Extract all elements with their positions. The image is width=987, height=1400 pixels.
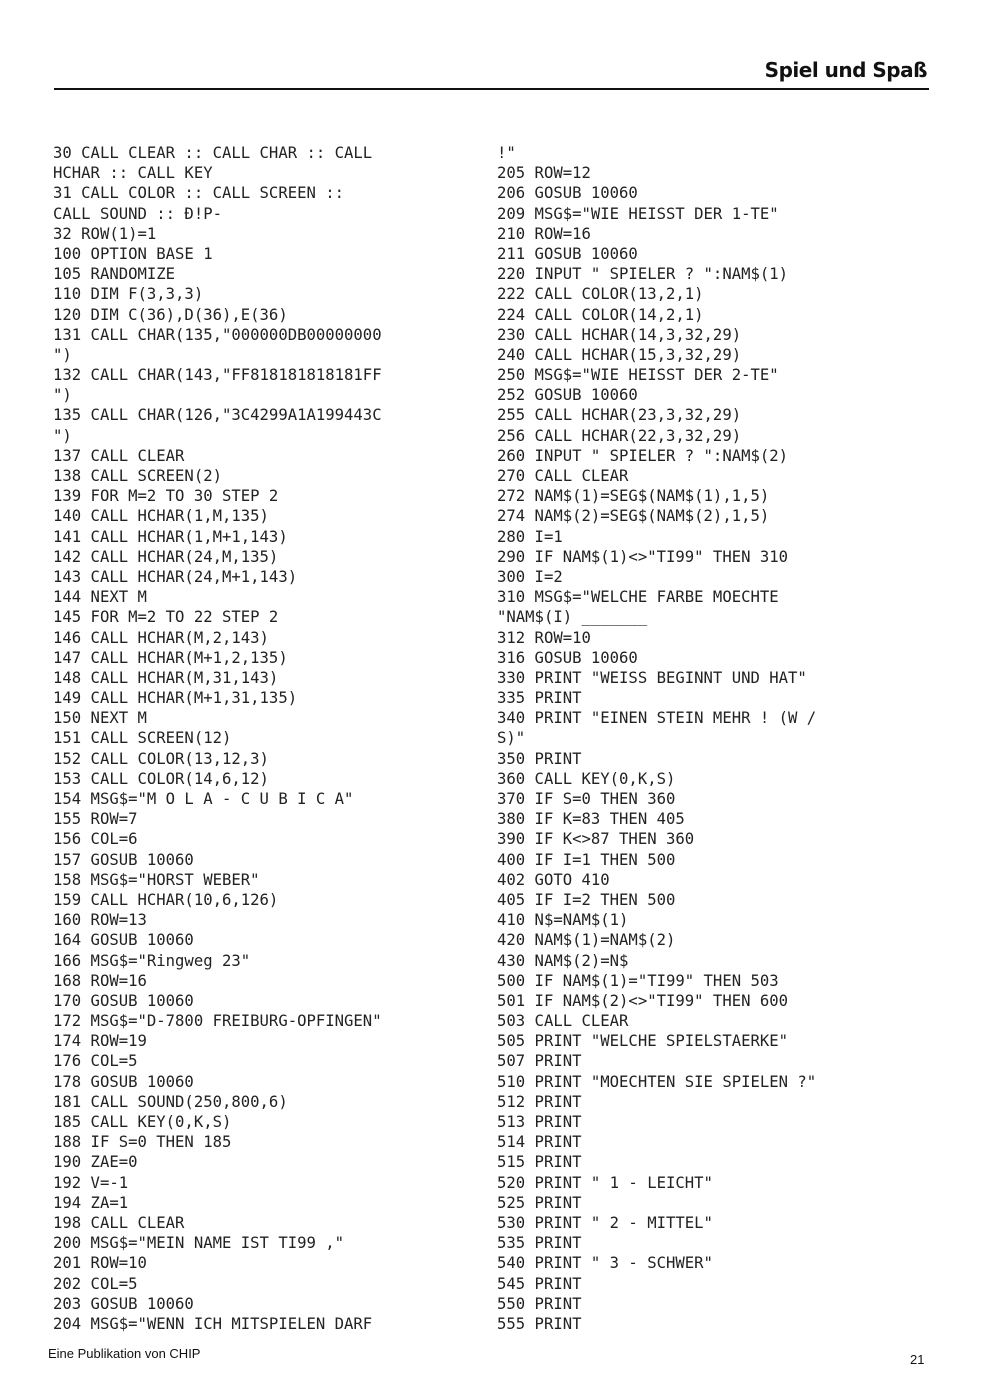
code-line: 230 CALL HCHAR(14,3,32,29) — [497, 325, 742, 344]
code-line: 224 CALL COLOR(14,2,1) — [497, 305, 704, 324]
code-line: 211 GOSUB 10060 — [497, 244, 638, 263]
code-line: 131 CALL CHAR(135,"000000DB00000000 — [53, 325, 382, 344]
code-line: 170 GOSUB 10060 — [53, 991, 194, 1010]
code-line: 202 COL=5 — [53, 1274, 138, 1293]
code-line: 181 CALL SOUND(250,800,6) — [53, 1092, 288, 1111]
code-line: 30 CALL CLEAR :: CALL CHAR :: CALL — [53, 144, 373, 162]
code-line: 256 CALL HCHAR(22,3,32,29) — [497, 426, 742, 445]
code-line: 142 CALL HCHAR(24,M,135) — [53, 547, 279, 566]
code-line: 513 PRINT — [497, 1113, 582, 1131]
code-line: 164 GOSUB 10060 — [53, 931, 194, 950]
code-line: 274 NAM$(2)=SEG$(NAM$(2),1,5) — [497, 507, 770, 526]
code-line: 240 CALL HCHAR(15,3,32,29) — [497, 345, 742, 364]
code-line: 390 IF K<>87 THEN 360 — [497, 830, 695, 849]
code-line: 132 CALL CHAR(143,"FF818181818181FF — [53, 366, 382, 385]
header-divider — [54, 88, 929, 90]
code-line: 110 DIM F(3,3,3) — [53, 285, 204, 304]
code-line: ") — [53, 426, 72, 445]
code-line: ") — [53, 386, 72, 405]
code-line: 535 PRINT — [497, 1234, 582, 1253]
code-line: 120 DIM C(36),D(36),E(36) — [53, 305, 288, 324]
code-line: 176 COL=5 — [53, 1052, 138, 1071]
code-line: !" — [497, 144, 516, 162]
code-line: 400 IF I=1 THEN 500 — [497, 850, 676, 869]
page-section-title: Spiel und Spaß — [764, 58, 927, 82]
code-line: 520 PRINT " 1 - LEICHT" — [497, 1173, 713, 1192]
code-listing-right-column — [497, 143, 816, 1334]
code-line: 410 N$=NAM$(1) — [497, 911, 629, 930]
code-line: 152 CALL COLOR(13,12,3) — [53, 749, 269, 768]
code-line: 140 CALL HCHAR(1,M,135) — [53, 507, 269, 526]
code-line: 515 PRINT — [497, 1153, 582, 1172]
code-line: 147 CALL HCHAR(M+1,2,135) — [53, 648, 288, 667]
code-line: 194 ZA=1 — [53, 1193, 129, 1212]
code-line: 402 GOTO 410 — [497, 870, 610, 889]
code-line: 153 CALL COLOR(14,6,12) — [53, 769, 269, 788]
code-line: 143 CALL HCHAR(24,M+1,143) — [53, 567, 298, 586]
code-line: 166 MSG$="Ringweg 23" — [53, 951, 251, 970]
code-line: 159 CALL HCHAR(10,6,126) — [53, 890, 279, 909]
code-line: 255 CALL HCHAR(23,3,32,29) — [497, 406, 742, 425]
code-line: 160 ROW=13 — [53, 911, 147, 930]
code-line: 550 PRINT — [497, 1294, 582, 1313]
code-line: 335 PRINT — [497, 689, 582, 708]
code-line: 514 PRINT — [497, 1133, 582, 1152]
code-line: 190 ZAE=0 — [53, 1153, 138, 1172]
code-line: 158 MSG$="HORST WEBER" — [53, 870, 260, 889]
code-line: 135 CALL CHAR(126,"3C4299A1A199443C — [53, 406, 382, 425]
code-line: 360 CALL KEY(0,K,S) — [497, 769, 676, 788]
code-line: 203 GOSUB 10060 — [53, 1294, 194, 1313]
code-line: 141 CALL HCHAR(1,M+1,143) — [53, 527, 288, 546]
code-line: 340 PRINT "EINEN STEIN MEHR ! (W / — [497, 709, 817, 728]
code-line: 310 MSG$="WELCHE FARBE MOECHTE — [497, 588, 779, 607]
code-line: 330 PRINT "WEISS BEGINNT UND HAT" — [497, 668, 807, 687]
code-line: 272 NAM$(1)=SEG$(NAM$(1),1,5) — [497, 487, 770, 506]
code-line: 405 IF I=2 THEN 500 — [497, 890, 676, 909]
code-line: 145 FOR M=2 TO 22 STEP 2 — [53, 608, 279, 627]
code-line: 32 ROW(1)=1 — [53, 224, 157, 243]
code-line: 144 NEXT M — [53, 588, 147, 607]
code-line: 204 MSG$="WENN ICH MITSPIELEN DARF — [53, 1314, 373, 1333]
code-line: 105 RANDOMIZE — [53, 265, 176, 284]
code-line: 185 CALL KEY(0,K,S) — [53, 1113, 232, 1131]
code-line: 156 COL=6 — [53, 830, 138, 849]
code-line: 300 I=2 — [497, 567, 563, 586]
code-line: 146 CALL HCHAR(M,2,143) — [53, 628, 269, 647]
code-line: 540 PRINT " 3 - SCHWER" — [497, 1254, 713, 1273]
code-line: 222 CALL COLOR(13,2,1) — [497, 285, 704, 304]
code-line: 312 ROW=10 — [497, 628, 591, 647]
code-line: 512 PRINT — [497, 1092, 582, 1111]
code-line: 155 ROW=7 — [53, 810, 138, 829]
code-line: 31 CALL COLOR :: CALL SCREEN :: — [53, 184, 345, 203]
code-line: 500 IF NAM$(1)="TI99" THEN 503 — [497, 971, 779, 990]
code-line: 192 V=-1 — [53, 1173, 129, 1192]
code-line: 530 PRINT " 2 - MITTEL" — [497, 1213, 713, 1232]
code-line: 220 INPUT " SPIELER ? ":NAM$(1) — [497, 265, 789, 284]
code-line: 505 PRINT "WELCHE SPIELSTAERKE" — [497, 1032, 789, 1051]
code-line: ") — [53, 345, 72, 364]
code-line: 209 MSG$="WIE HEISST DER 1-TE" — [497, 204, 779, 223]
code-line: 138 CALL SCREEN(2) — [53, 467, 222, 485]
code-line: 252 GOSUB 10060 — [497, 386, 638, 405]
page-number: 21 — [910, 1352, 925, 1367]
code-line: 380 IF K=83 THEN 405 — [497, 810, 685, 829]
code-line: 139 FOR M=2 TO 30 STEP 2 — [53, 487, 279, 506]
code-line: 503 CALL CLEAR — [497, 1012, 629, 1031]
code-line: 350 PRINT — [497, 749, 582, 768]
code-line: 507 PRINT — [497, 1052, 582, 1071]
code-line: 154 MSG$="M O L A - C U B I C A" — [53, 790, 354, 808]
code-line: CALL SOUND :: Ð!P- — [53, 204, 222, 223]
code-line: 157 GOSUB 10060 — [53, 850, 194, 869]
code-line: 201 ROW=10 — [53, 1254, 147, 1273]
publisher-credit: Eine Publikation von CHIP — [48, 1346, 201, 1361]
code-line: 148 CALL HCHAR(M,31,143) — [53, 668, 279, 687]
code-line: 430 NAM$(2)=N$ — [497, 951, 629, 970]
code-line: 510 PRINT "MOECHTEN SIE SPIELEN ?" — [497, 1072, 817, 1091]
code-line: 290 IF NAM$(1)<>"TI99" THEN 310 — [497, 547, 789, 566]
code-line: 545 PRINT — [497, 1274, 582, 1293]
code-listing-left-column — [53, 143, 382, 1334]
code-line: 250 MSG$="WIE HEISST DER 2-TE" — [497, 366, 779, 385]
code-line: 525 PRINT — [497, 1193, 582, 1212]
code-line: 316 GOSUB 10060 — [497, 648, 638, 667]
code-line: 210 ROW=16 — [497, 224, 591, 243]
code-line: 420 NAM$(1)=NAM$(2) — [497, 931, 676, 950]
code-line: 280 I=1 — [497, 527, 563, 546]
code-line: 100 OPTION BASE 1 — [53, 244, 213, 263]
code-line: HCHAR :: CALL KEY — [53, 164, 213, 183]
code-line: 137 CALL CLEAR — [53, 446, 185, 465]
code-line: 260 INPUT " SPIELER ? ":NAM$(2) — [497, 446, 789, 465]
code-line: 370 IF S=0 THEN 360 — [497, 790, 676, 808]
code-line: 206 GOSUB 10060 — [497, 184, 638, 203]
code-line: 501 IF NAM$(2)<>"TI99" THEN 600 — [497, 991, 789, 1010]
code-line: 200 MSG$="MEIN NAME IST TI99 ," — [53, 1234, 345, 1253]
code-line: 150 NEXT M — [53, 709, 147, 728]
code-line: 149 CALL HCHAR(M+1,31,135) — [53, 689, 298, 708]
code-line: 172 MSG$="D-7800 FREIBURG-OPFINGEN" — [53, 1012, 382, 1031]
code-line: 168 ROW=16 — [53, 971, 147, 990]
code-line: "NAM$(I) _______ — [497, 608, 648, 627]
code-line: 205 ROW=12 — [497, 164, 591, 183]
code-line: 198 CALL CLEAR — [53, 1213, 185, 1232]
code-line: 188 IF S=0 THEN 185 — [53, 1133, 232, 1152]
code-line: 178 GOSUB 10060 — [53, 1072, 194, 1091]
code-line: 151 CALL SCREEN(12) — [53, 729, 232, 748]
code-line: 174 ROW=19 — [53, 1032, 147, 1051]
code-line: 270 CALL CLEAR — [497, 467, 629, 485]
code-line: 555 PRINT — [497, 1314, 582, 1333]
code-line: S)" — [497, 729, 526, 748]
